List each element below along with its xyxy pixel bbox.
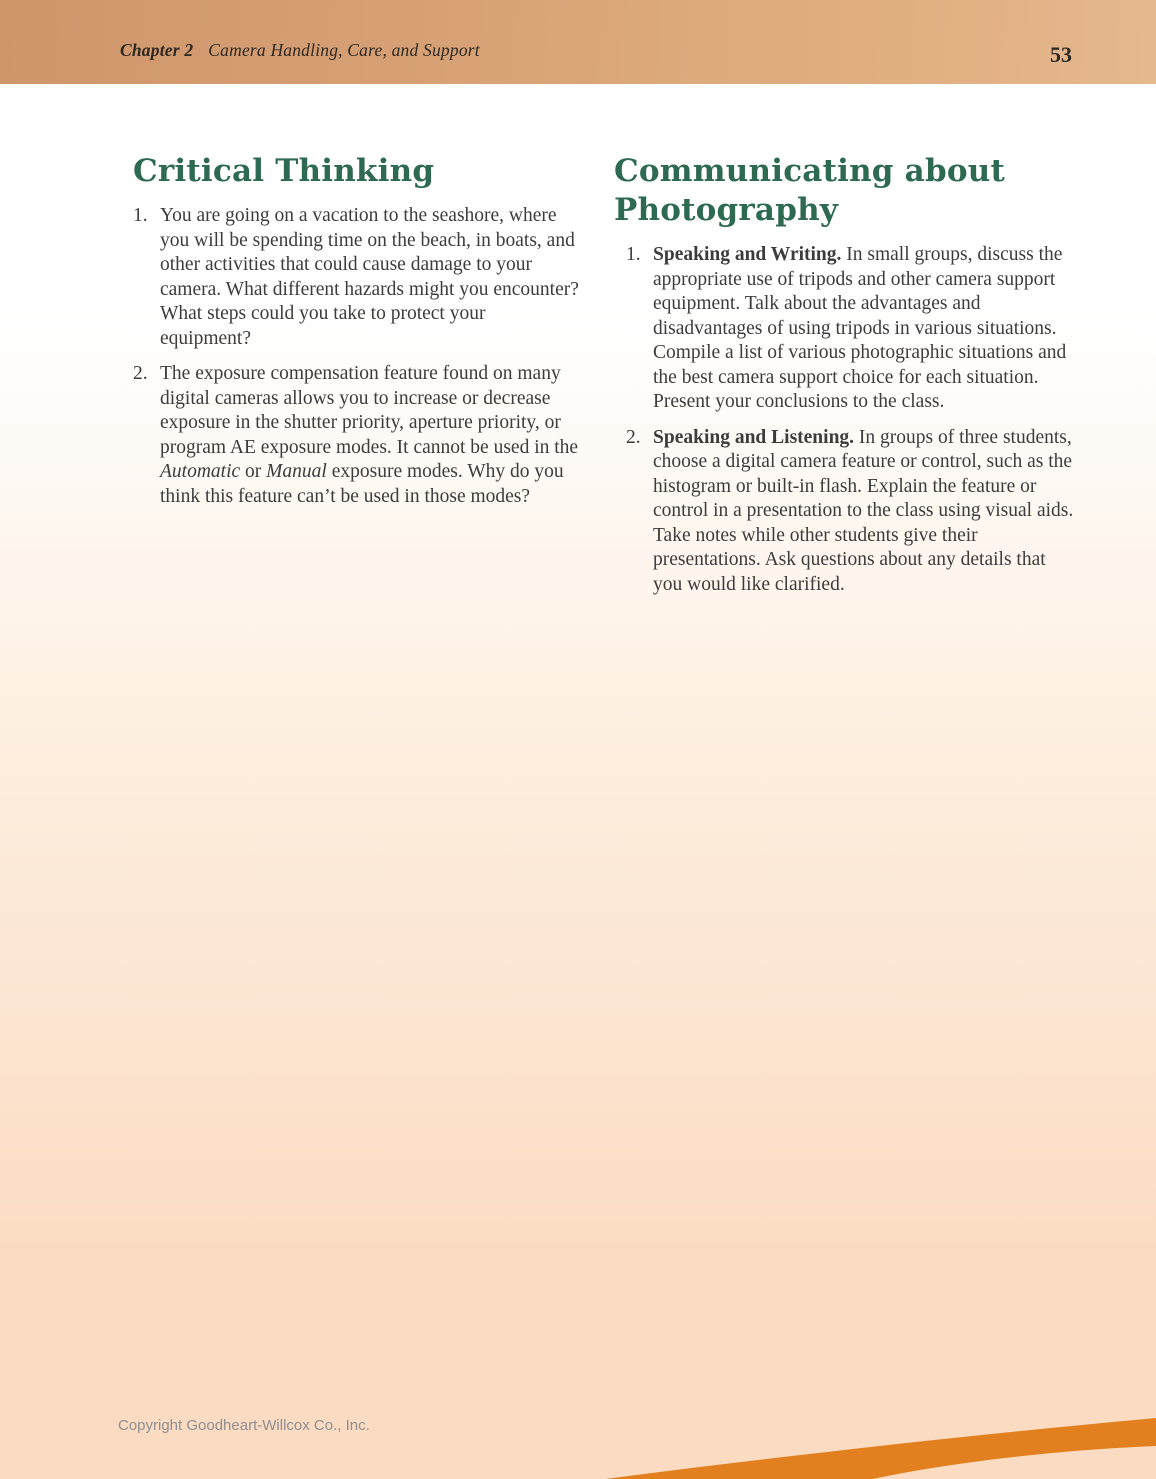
communicating-section bbox=[614, 152, 1076, 608]
critical-thinking-list bbox=[133, 204, 580, 509]
item-number: 1. bbox=[626, 244, 641, 265]
page-header-band bbox=[0, 0, 1156, 84]
corner-swoosh-graphic bbox=[0, 1354, 1156, 1479]
item-text: Speaking and Writing. In small groups, discuss the appropriate use of tripods and other camera support equipment. Talk about the advantages and disadvantages of using tripods in various situations. Compile a list of various photographic situations and the best camera support choice for each situation. Present your conclusions to the class. bbox=[653, 244, 1067, 412]
chapter-label: Chapter 2 bbox=[120, 40, 194, 61]
swoosh-shape bbox=[598, 1418, 1156, 1479]
list-item bbox=[614, 243, 1076, 415]
critical-thinking-section bbox=[133, 152, 580, 520]
item-number: 2. bbox=[133, 363, 148, 384]
item-number: 2. bbox=[626, 426, 641, 448]
list-item bbox=[614, 426, 1076, 598]
communicating-heading: Communicating about Photography bbox=[614, 153, 1005, 228]
communicating-list bbox=[614, 243, 1076, 597]
item-text: Speaking and Listening. In groups of three students, choose a digital camera feature or control, such as the histogram or built-in flash. Explain the feature or control in a presentation to the class using visual aids. Take notes while other students give their presentations. Ask questions about any details that you would like clarified. bbox=[653, 426, 1074, 595]
item-number: 1. bbox=[133, 205, 148, 226]
list-item bbox=[133, 362, 580, 509]
list-item bbox=[133, 204, 580, 351]
running-head bbox=[0, 24, 480, 60]
chapter-title: Camera Handling, Care, and Support bbox=[208, 40, 480, 61]
page-number: 53 bbox=[1050, 42, 1072, 67]
item-text: You are going on a vacation to the seashore, where you will be spending time on the beach, in boats, and other activities that could cause damage to your camera. What different hazards might you encounter? What steps could you take to protect your equipment? bbox=[160, 205, 579, 349]
critical-thinking-heading: Critical Thinking bbox=[133, 153, 435, 189]
item-text: The exposure compensation feature found on many digital cameras allows you to increase or decrease exposure in the shutter priority, aperture priority, or program AE exposure modes. It cannot be used in the Automatic or Manual exposure modes. Why do you think this feature can’t be used in those modes? bbox=[160, 363, 579, 507]
copyright-text: Copyright Goodheart-Willcox Co., Inc. bbox=[118, 1417, 370, 1434]
